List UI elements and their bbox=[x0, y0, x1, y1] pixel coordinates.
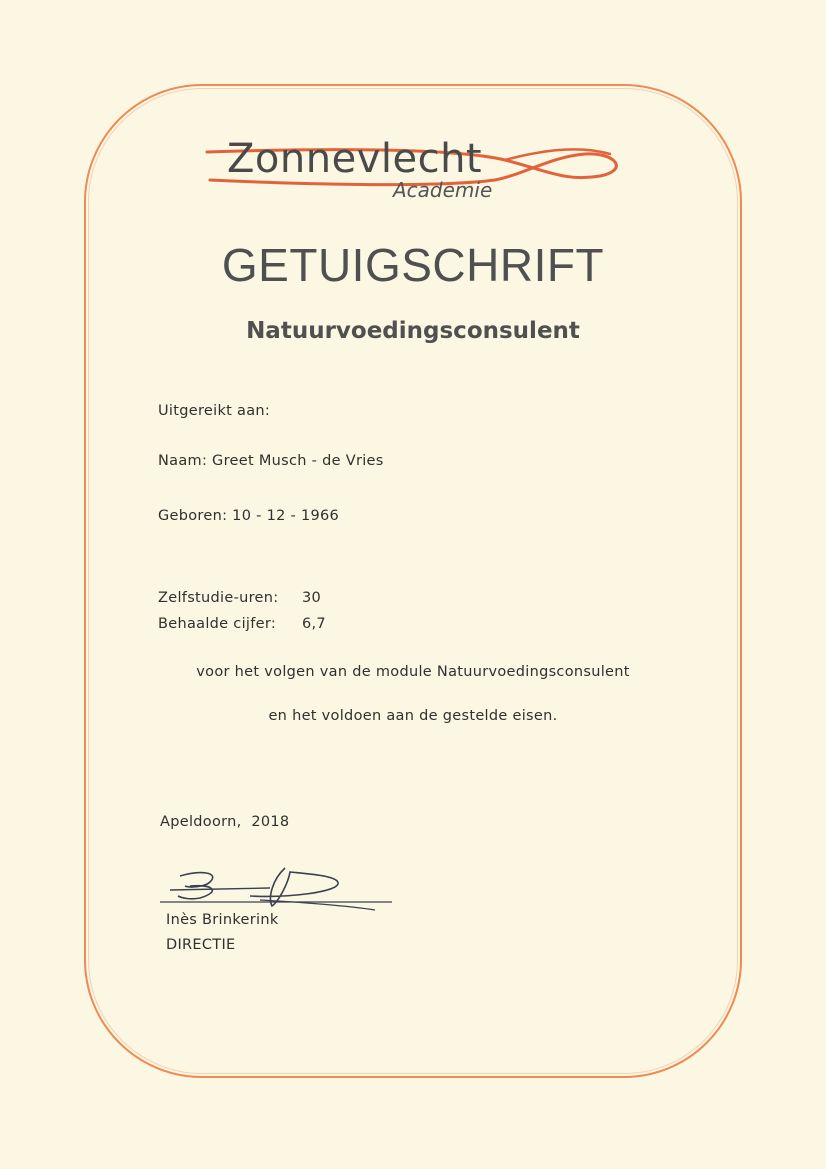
signer-role: DIRECTIE bbox=[166, 937, 236, 953]
logo-subtitle: Academie bbox=[393, 178, 493, 202]
grade-label: Behaalde cijfer: bbox=[158, 616, 277, 632]
birth-date: Geboren: 10 - 12 - 1966 bbox=[158, 508, 340, 524]
document-title: GETUIGSCHRIFT bbox=[221, 239, 605, 291]
signer-name: Inès Brinkerink bbox=[166, 912, 279, 928]
grade-value: 6,7 bbox=[302, 616, 326, 632]
issued-to-label: Uitgereikt aan: bbox=[158, 403, 271, 419]
logo-name: Zonnevlecht bbox=[227, 136, 483, 182]
document-subtitle: Natuurvoedingsconsulent bbox=[246, 318, 580, 344]
hours-value: 30 bbox=[302, 590, 322, 606]
statement-line-2: en het voldoen aan de gestelde eisen. bbox=[268, 708, 558, 724]
academy-logo bbox=[205, 130, 625, 210]
statement-line-1: voor het volgen van de module Natuurvoedingsconsulent bbox=[196, 664, 630, 680]
recipient-name: Naam: Greet Musch - de Vries bbox=[158, 453, 384, 469]
place-date: Apeldoorn, 2018 bbox=[160, 814, 290, 830]
hours-label: Zelfstudie-uren: bbox=[158, 590, 279, 606]
